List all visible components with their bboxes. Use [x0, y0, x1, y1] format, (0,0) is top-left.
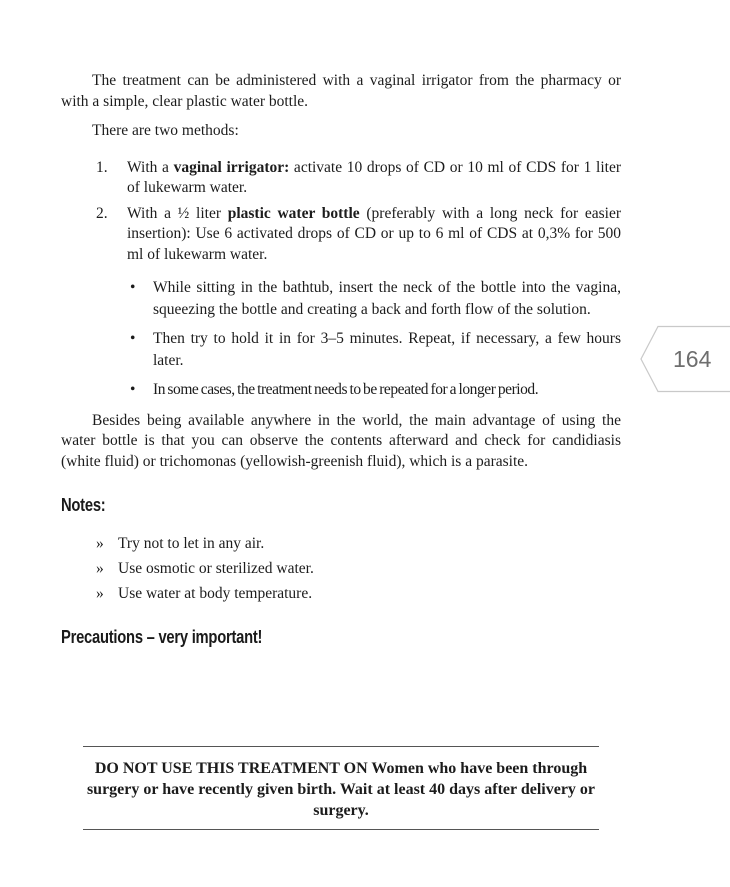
- method-item: [61, 204, 621, 266]
- step-item: [61, 379, 621, 401]
- notes-list: [61, 531, 621, 606]
- warning-box: [83, 746, 599, 830]
- steps-list: [61, 277, 621, 401]
- bullet-marker: •: [130, 381, 136, 398]
- method-text-start: With a ½ liter: [127, 204, 228, 222]
- method-text-end: activate 10 drops of CD or 10 ml of CDS for 1 liter of lukewarm water.: [127, 158, 621, 196]
- bullet-marker: •: [130, 330, 136, 347]
- note-marker: »: [96, 534, 104, 552]
- note-item: [61, 556, 621, 581]
- note-marker: »: [96, 584, 104, 602]
- note-marker: »: [96, 559, 104, 577]
- intro-paragraph: The treatment can be administered with a vaginal irrigator from the pharmacy or with a simple, clear plastic water bottle.: [61, 72, 621, 110]
- bullet-marker: •: [130, 279, 136, 296]
- page-number-tab: [640, 326, 730, 392]
- step-item: [61, 328, 621, 371]
- advantage-paragraph: Besides being available anywhere in the world, the main advantage of using the water bottle is that you can observe the contents afterward and check for candidiasis (white fluid) or trichomonas (yellowish-greenish fluid), which is a parasite.: [61, 411, 621, 470]
- warning-text: DO NOT USE THIS TREATMENT ON Women who have been through surgery or have recently given birth. Wait at least 40 days after delivery or surgery.: [86, 760, 596, 819]
- methods-intro: There are two methods:: [92, 122, 239, 139]
- note-item: [61, 581, 621, 606]
- method-bold-term: plastic water bottle: [227, 204, 360, 222]
- note-text: Try not to let in any air.: [118, 534, 265, 552]
- note-text: Use osmotic or sterilized water.: [118, 559, 314, 577]
- method-bold-term: vaginal irrigator:: [173, 158, 290, 176]
- step-text: While sitting in the bathtub, insert the neck of the bottle into the vagina, squeezing the bottle and creating a back and forth flow of the solution.: [153, 279, 621, 318]
- page-content: [61, 71, 621, 647]
- step-item: [61, 277, 621, 320]
- method-number: 2.: [96, 204, 108, 222]
- method-number: 1.: [96, 158, 108, 176]
- methods-list: [61, 158, 621, 266]
- method-text-start: With a: [127, 158, 174, 176]
- note-item: [61, 531, 621, 556]
- step-text: In some cases, the treatment needs to be repeated for a longer period.: [153, 381, 539, 398]
- step-text: Then try to hold it in for 3–5 minutes. Repeat, if necessary, a few hours later.: [153, 330, 621, 369]
- method-item: [61, 158, 621, 199]
- precautions-heading: Precautions – very important!: [61, 626, 263, 647]
- method-text-end: (preferably with a long neck for easier insertion): Use 6 activated drops of CD or up to 6 ml of CDS at 0,3% for 500 ml of lukewarm water.: [127, 204, 621, 263]
- notes-heading: Notes:: [61, 495, 106, 515]
- page-number: 164: [673, 346, 712, 372]
- note-text: Use water at body temperature.: [118, 584, 313, 602]
